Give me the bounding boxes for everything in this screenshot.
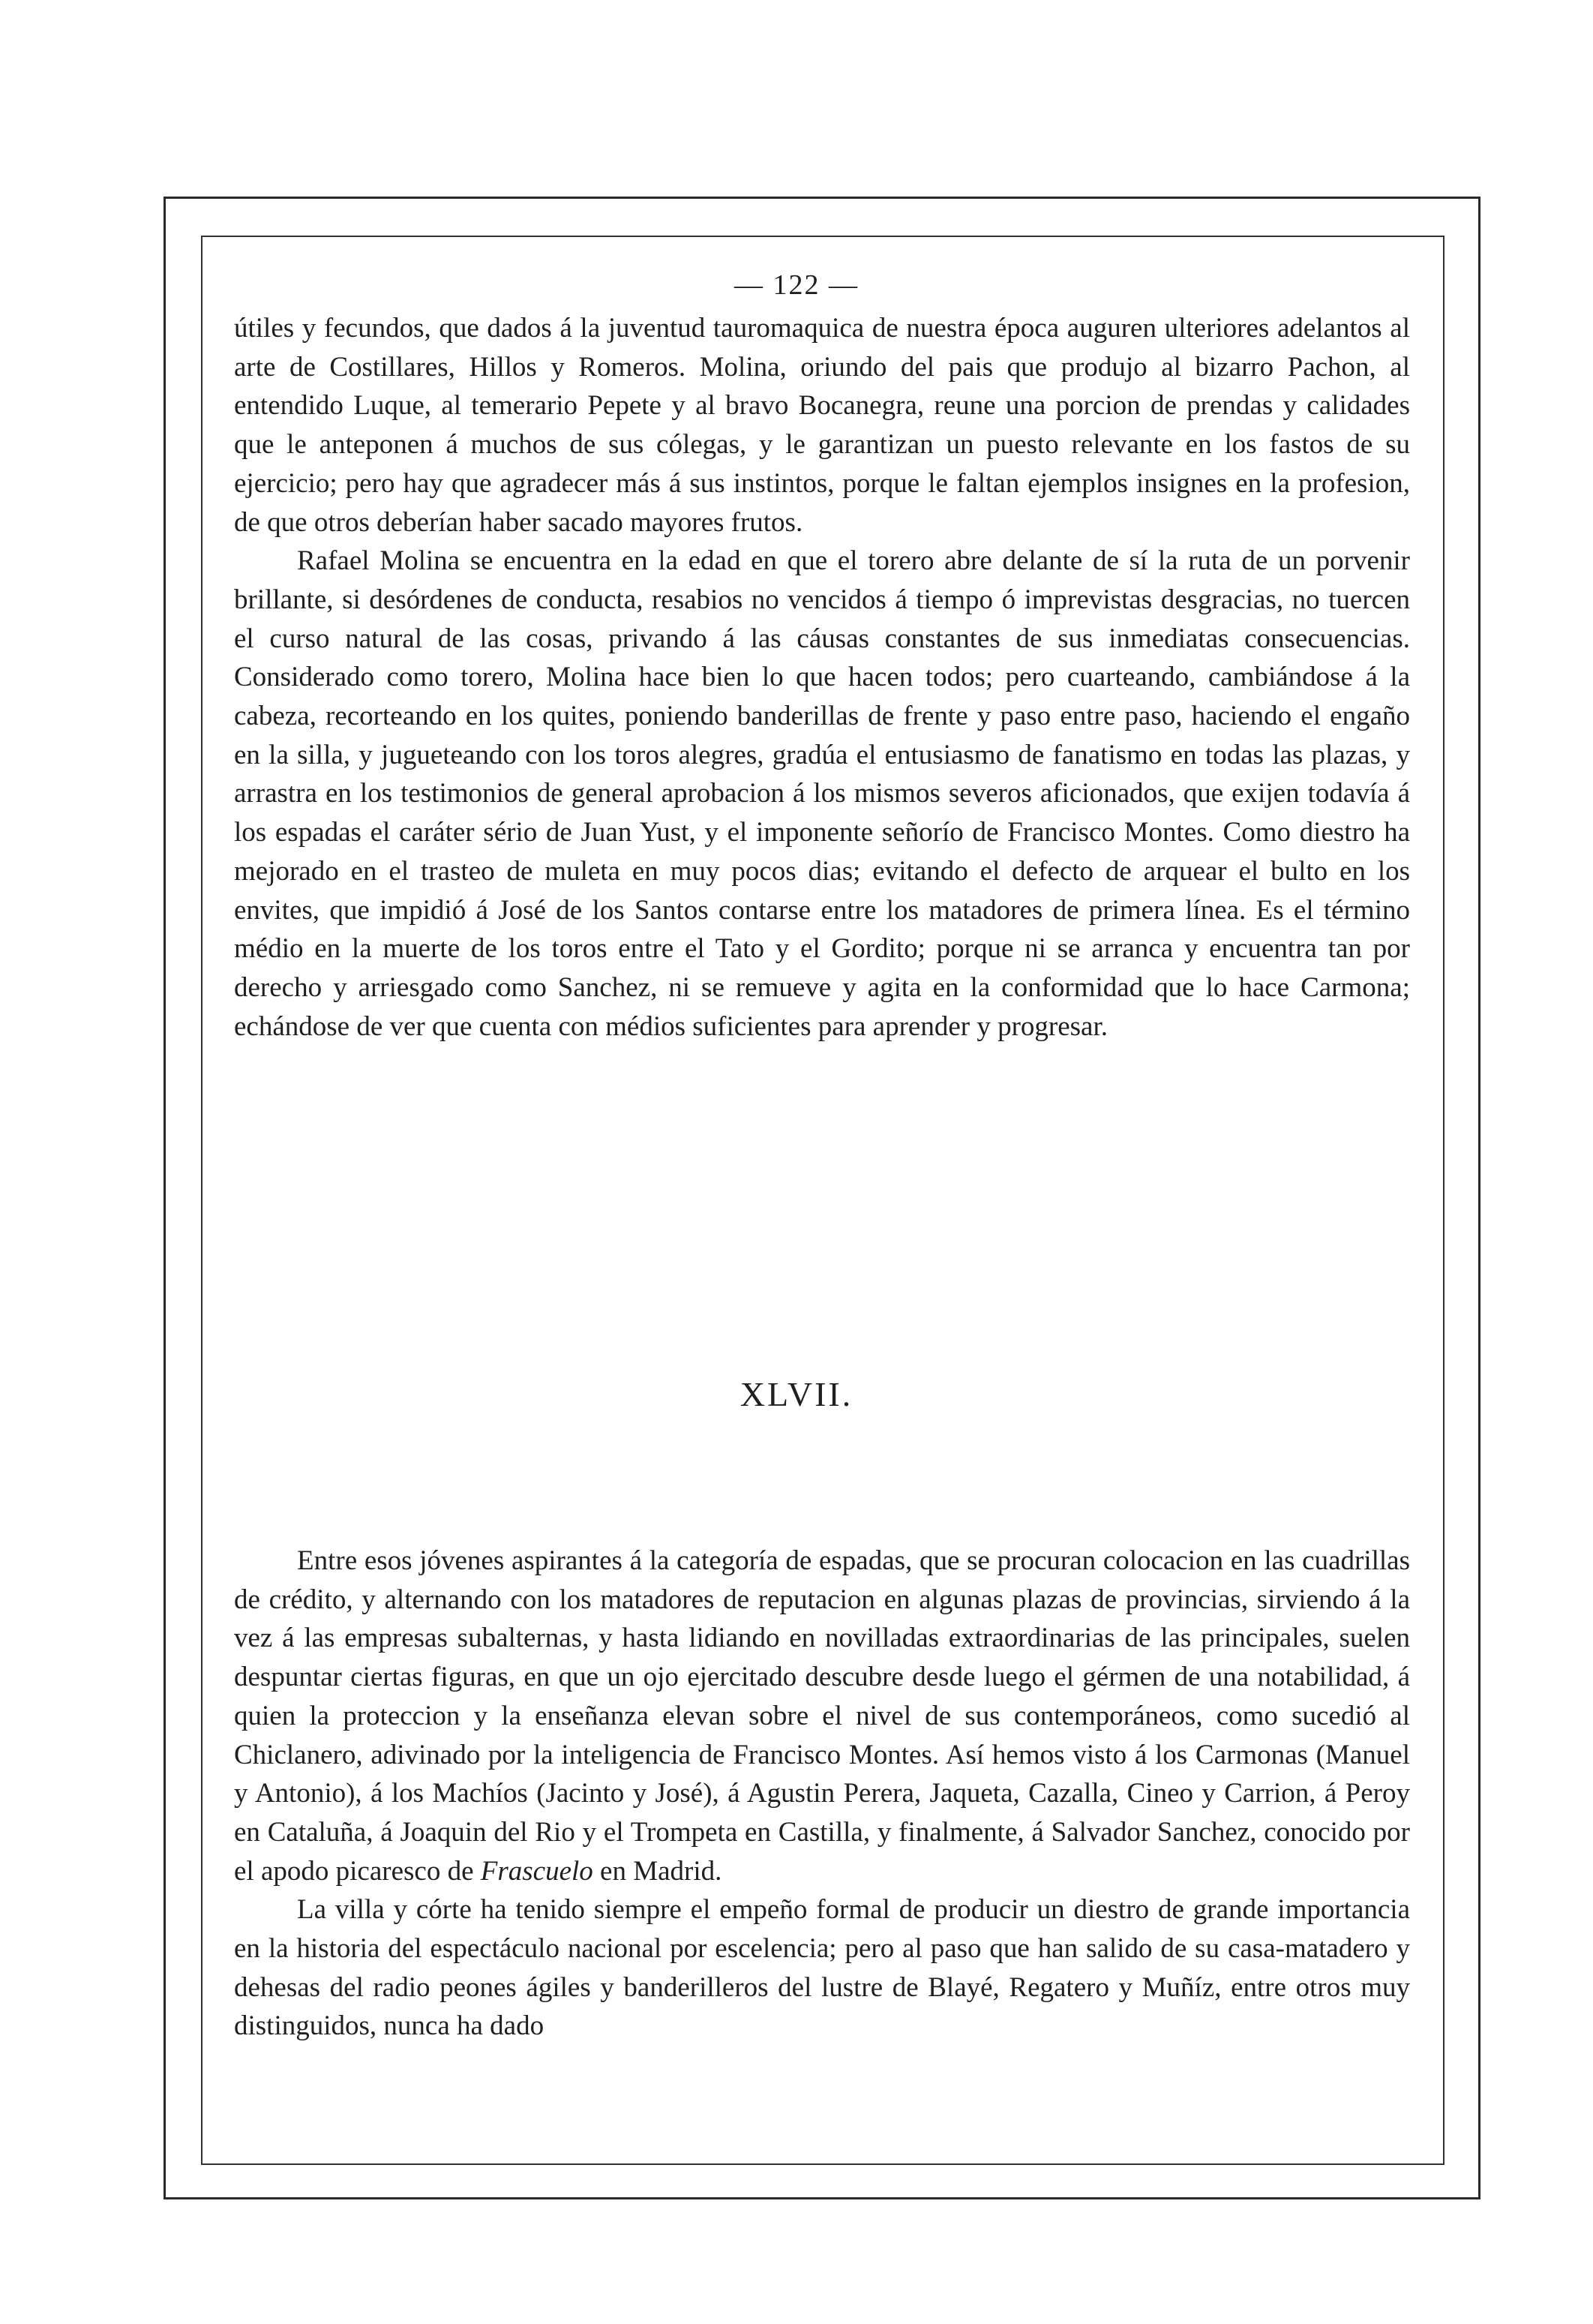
paragraph-aspirantes <box>234 1542 1410 1890</box>
paragraph-continuation: útiles y fecundos, que dados á la juventud tauromaquica de nuestra época auguren ulteriores adelantos al arte de Costillares, Hillos y Romeros. Molina, oriundo del pais que produjo al bizarro Pachon, al entendido Luque, al temerario Pepete y al bravo Bocanegra, reune una porcion de prendas y calidades que le anteponen á muchos de sus cólegas, y le garantizan un puesto relevante en los fastos de su ejercicio; pero hay que agradecer más á sus instintos, porque le faltan ejemplos insignes en la profesion, de que otros deberían haber sacado mayores frutos. <box>234 313 1410 538</box>
paragraph-aspirantes-text: Entre esos jóvenes aspirantes á la categoría de espadas, que se procuran colocacion en las cuadrillas de crédito, y alternando con los matadores de reputacion en algunas plazas de provincias, sirviendo á la vez á las empresas subalternas, y hasta lidiando en novilladas extraordinarias de las principales, suelen despuntar ciertas figuras, en que un ojo ejercitado descubre desde luego el gérmen de una notabilidad, á quien la proteccion y la enseñanza elevan sobre el nivel de sus contemporáneos, como sucedió al Chiclanero, adivinado por la inteligencia de Francisco Montes. Así hemos visto á los Carmonas (Manuel y Antonio), á los Machíos (Jacinto y José), á Agustin Perera, Jaqueta, Cazalla, Cineo y Carrion, á Peroy en Cataluña, á Joaquin del Rio y el Trompeta en Castilla, y finalmente, á Salvador Sanchez, conocido por el apodo picaresco de <box>234 1545 1410 1887</box>
paragraph-rafael-molina: Rafael Molina se encuentra en la edad en que el torero abre delante de sí la ruta de un porvenir brillante, si desórdenes de conducta, resabios no vencidos á tiempo ó imprevistas desgracias, no tuercen el curso natural de las cosas, privando á las cáusas constantes de sus inmediatas consecuencias. Considerado como torero, Molina hace bien lo que hacen todos; pero cuarteando, cambiándose á la cabeza, recorteando en los quites, poniendo banderillas de frente y paso entre paso, haciendo el engaño en la silla, y jugueteando con los toros alegres, gradúa el entusiasmo de fanatismo en todas las plazas, y arrastra en los testimonios de general aprobacion á los mismos severos aficionados, que exijen todavía á los espadas el caráter sério de Juan Yust, y el imponente señorío de Francisco Montes. Como diestro ha mejorado en el trasteo de muleta en muy pocos dias; evitando el defecto de arquear el bulto en los envites, que impidió á José de los Santos contarse entre los matadores de primera línea. Es el término médio en la muerte de los toros entre el Tato y el Gordito; porque ni se arranca y encuentra tan por derecho y arriesgado como Sanchez, ni se remueve y agita en la conformidad que lo hace Carmona; echándose de ver que cuenta con médios suficientes para aprender y progresar. <box>234 545 1410 1042</box>
paragraph-aspirantes-end: en Madrid. <box>592 1855 722 1887</box>
text-block-top <box>234 309 1410 1046</box>
section-heading: XLVII. <box>740 1375 854 1413</box>
paragraph-villa-y-corte: La villa y córte ha tenido siempre el empeño formal de producir un diestro de grande importancia en la historia del espectáculo nacional por escelencia; pero al paso que han salido de su casa-matadero y dehesas del radio peones ágiles y banderilleros del lustre de Blayé, Regatero y Muñíz, entre otros muy distinguidos, nunca ha dado <box>234 1894 1410 2042</box>
text-block-bottom <box>234 1542 1410 2046</box>
page-number: — 122 — <box>734 269 859 301</box>
frascuelo-italic: Frascuelo <box>480 1855 593 1887</box>
